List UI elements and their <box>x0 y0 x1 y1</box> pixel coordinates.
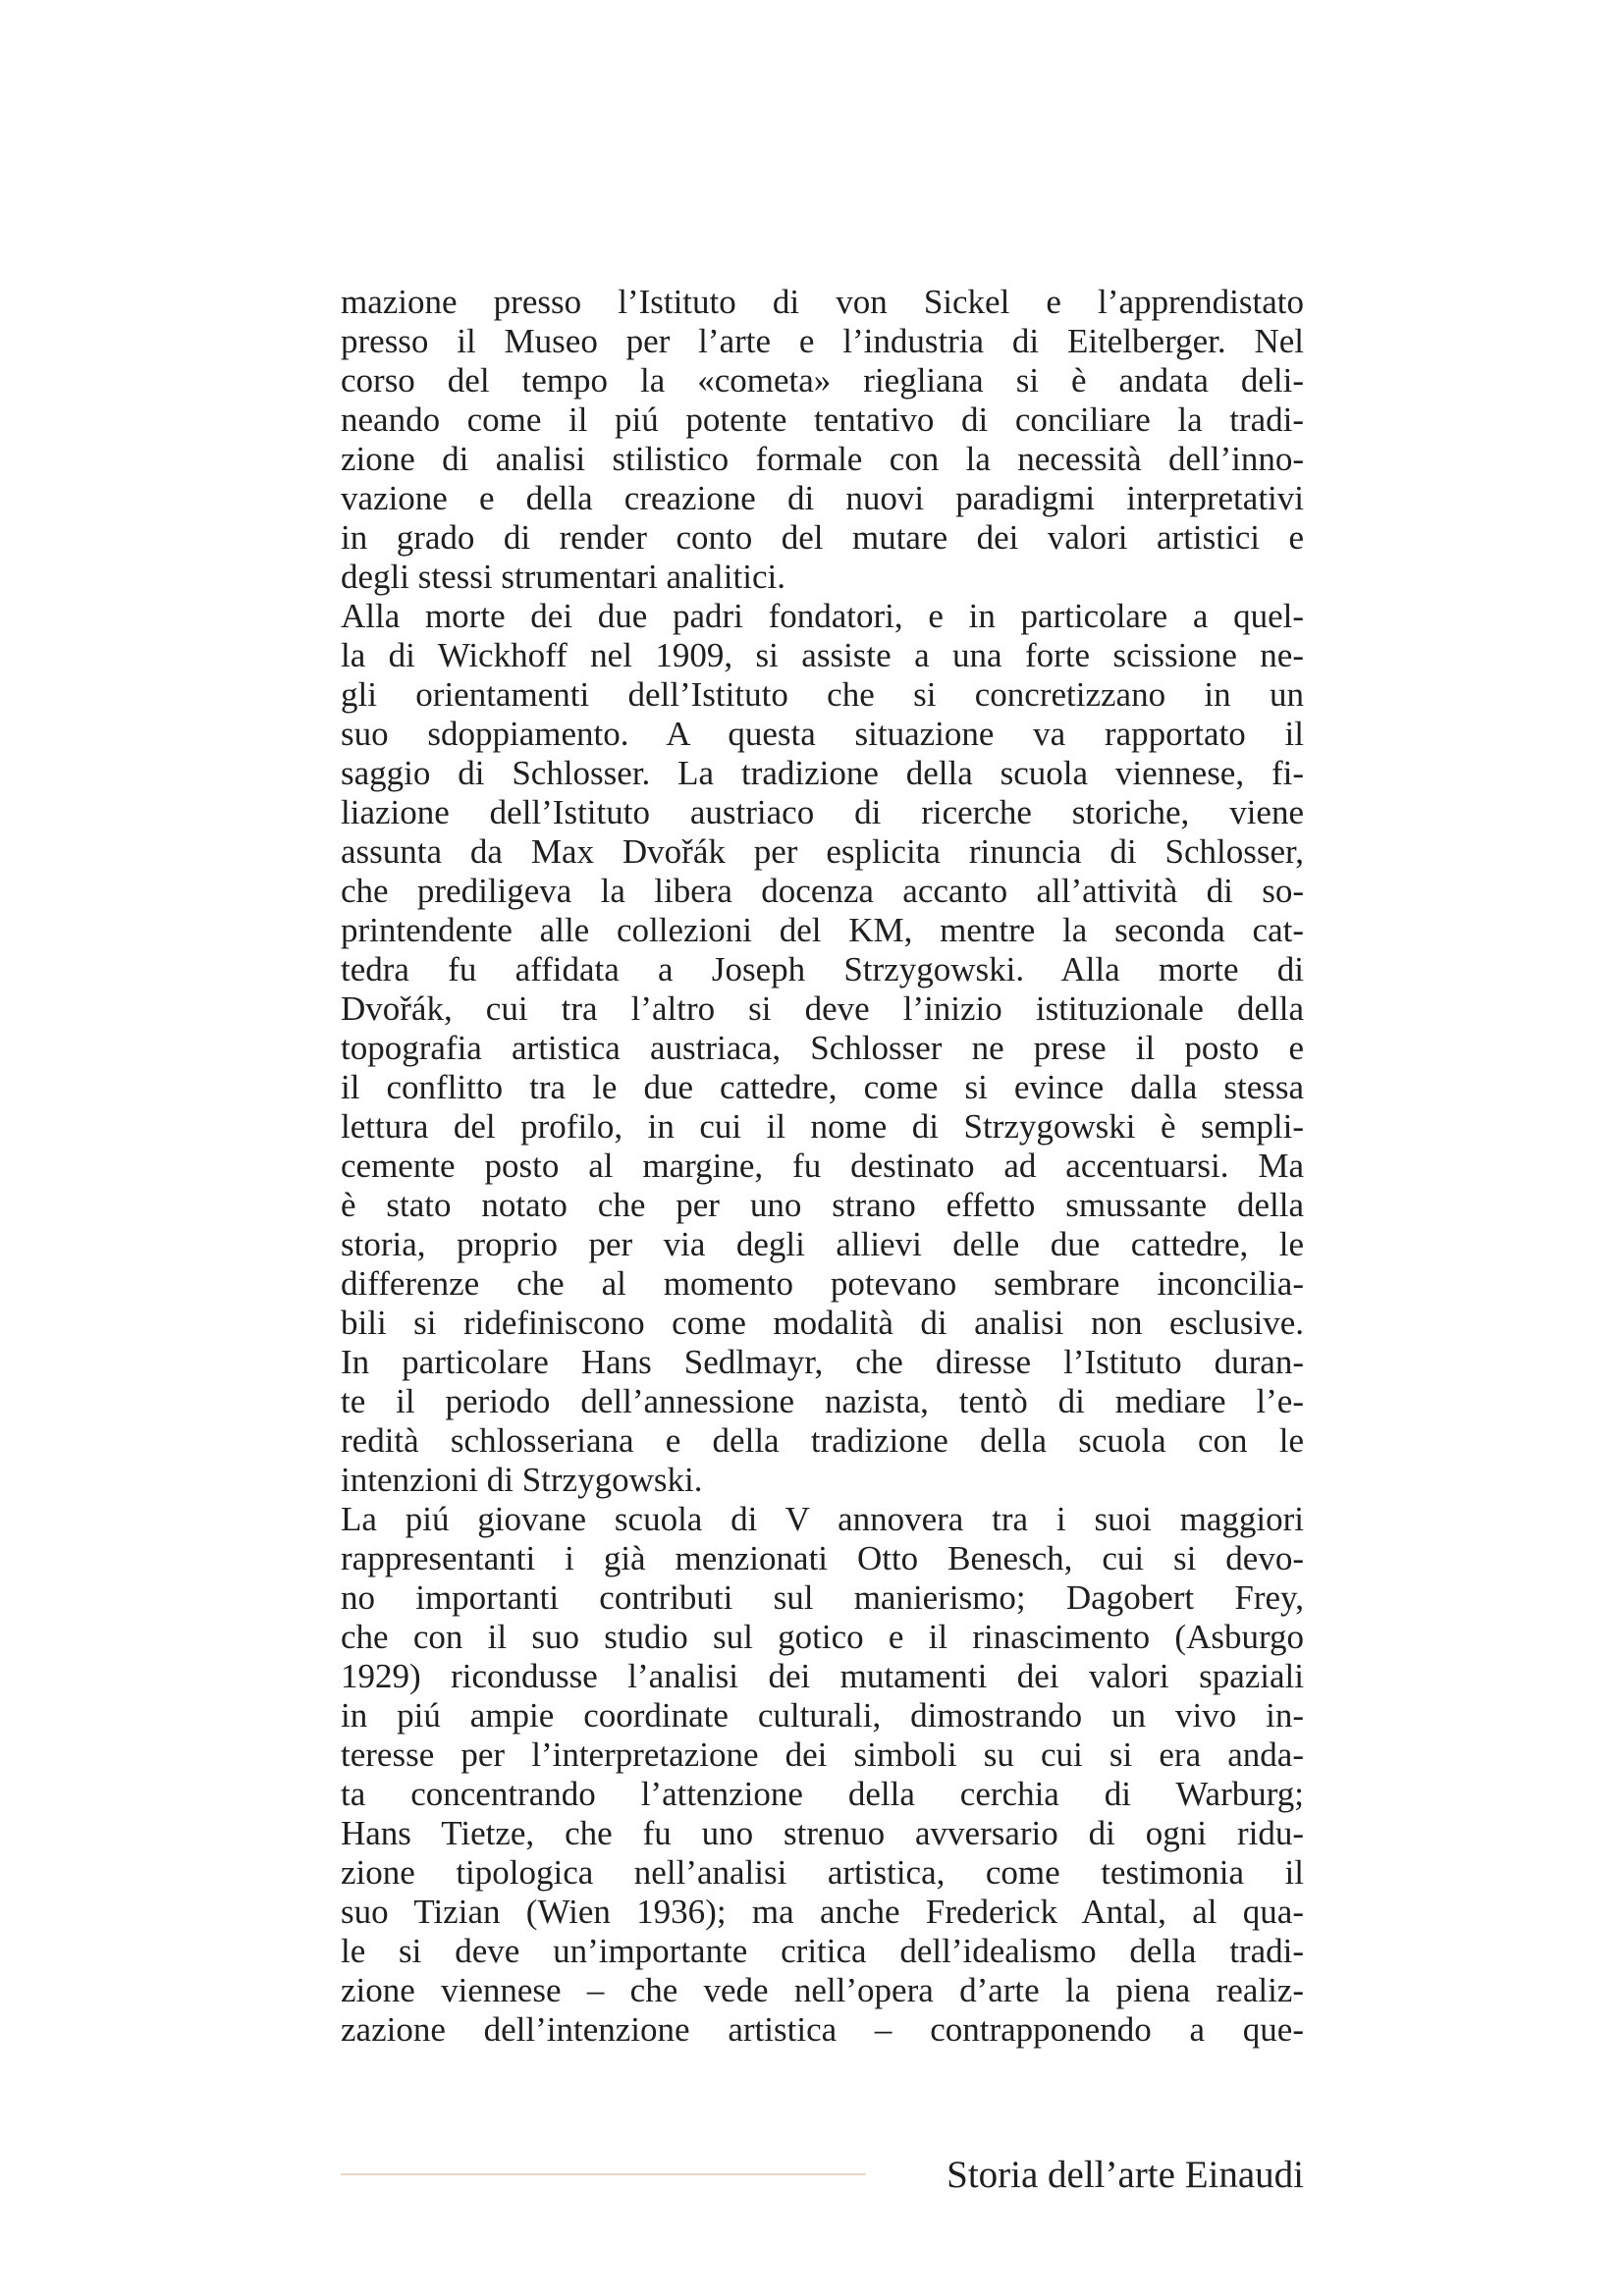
text-line: zione viennese – che vede nell’opera d’arte la piena realiz- <box>341 1971 1304 2009</box>
footer-divider <box>341 2173 866 2175</box>
text-line: zazione dell’intenzione artistica – contrapponendo a que- <box>341 2010 1304 2049</box>
text-line: lettura del profilo, in cui il nome di Strzygowski è sempli- <box>341 1107 1304 1146</box>
text-line: zione tipologica nell’analisi artistica, come testimonia il <box>341 1853 1304 1892</box>
text-line: suo sdoppiamento. A questa situazione va rapportato il <box>341 715 1304 753</box>
text-line: il conflitto tra le due cattedre, come si evince dalla stessa <box>341 1068 1304 1106</box>
text-line: te il periodo dell’annessione nazista, tentò di mediare l’e- <box>341 1382 1304 1420</box>
text-line: mazione presso l’Istituto di von Sickel e l’apprendistato <box>341 283 1304 321</box>
text-line: La piú giovane scuola di V annovera tra i suoi maggiori <box>341 1500 1304 1538</box>
text-line: cemente posto al margine, fu destinato ad accentuarsi. Ma <box>341 1147 1304 1185</box>
text-line: che prediligeva la libera docenza accanto all’attività di so- <box>341 872 1304 910</box>
text-line: assunta da Max Dvořák per esplicita rinuncia di Schlosser, <box>341 832 1304 871</box>
text-line: gli orientamenti dell’Istituto che si concretizzano in un <box>341 675 1304 714</box>
text-line: presso il Museo per l’arte e l’industria di Eitelberger. Nel <box>341 322 1304 360</box>
text-line: ta concentrando l’attenzione della cerchia di Warburg; <box>341 1775 1304 1813</box>
text-line: differenze che al momento potevano sembrare inconcilia- <box>341 1264 1304 1303</box>
text-line: degli stessi strumentari analitici. <box>341 558 785 596</box>
text-line: Hans Tietze, che fu uno strenuo avversario di ogni ridu- <box>341 1814 1304 1852</box>
text-line: storia, proprio per via degli allievi delle due cattedre, le <box>341 1225 1304 1263</box>
text-line: tedra fu affidata a Joseph Strzygowski. Alla morte di <box>341 950 1304 988</box>
text-line: neando come il piú potente tentativo di conciliare la tradi- <box>341 400 1304 439</box>
text-line: printendente alle collezioni del KM, mentre la seconda cat- <box>341 911 1304 949</box>
text-line: redità schlosseriana e della tradizione della scuola con le <box>341 1421 1304 1460</box>
text-line: la di Wickhoff nel 1909, si assiste a una forte scissione ne- <box>341 636 1304 674</box>
text-line: che con il suo studio sul gotico e il rinascimento (Asburgo <box>341 1618 1304 1656</box>
text-line: 1929) ricondusse l’analisi dei mutamenti dei valori spaziali <box>341 1657 1304 1695</box>
footer-title: Storia dell’arte Einaudi <box>947 2154 1304 2196</box>
text-line: teresse per l’interpretazione dei simboli su cui si era anda- <box>341 1735 1304 1774</box>
text-line: zione di analisi stilistico formale con la necessità dell’inno- <box>341 440 1304 478</box>
text-line: corso del tempo la «cometa» riegliana si è andata deli- <box>341 361 1304 400</box>
text-line: topografia artistica austriaca, Schlosser ne prese il posto e <box>341 1029 1304 1067</box>
text-line: liazione dell’Istituto austriaco di ricerche storiche, viene <box>341 793 1304 831</box>
text-line: Alla morte dei due padri fondatori, e in particolare a quel- <box>341 597 1304 635</box>
text-line: saggio di Schlosser. La tradizione della scuola viennese, fi- <box>341 754 1304 792</box>
text-line: bili si ridefiniscono come modalità di analisi non esclusive. <box>341 1304 1304 1342</box>
text-line: è stato notato che per uno strano effetto smussante della <box>341 1186 1304 1224</box>
text-line: Dvořák, cui tra l’altro si deve l’inizio istituzionale della <box>341 989 1304 1028</box>
text-line: intenzioni di Strzygowski. <box>341 1461 703 1499</box>
text-line: rappresentanti i già menzionati Otto Benesch, cui si devo- <box>341 1539 1304 1577</box>
text-line: In particolare Hans Sedlmayr, che diresse l’Istituto duran- <box>341 1343 1304 1381</box>
text-line: in grado di render conto del mutare dei valori artistici e <box>341 518 1304 557</box>
text-line: in piú ampie coordinate culturali, dimostrando un vivo in- <box>341 1696 1304 1735</box>
text-line: no importanti contributi sul manierismo; Dagobert Frey, <box>341 1578 1304 1617</box>
text-line: vazione e della creazione di nuovi paradigmi interpretativi <box>341 479 1304 517</box>
text-line: suo Tizian (Wien 1936); ma anche Frederick Antal, al qua- <box>341 1893 1304 1931</box>
text-line: le si deve un’importante critica dell’idealismo della tradi- <box>341 1932 1304 1970</box>
